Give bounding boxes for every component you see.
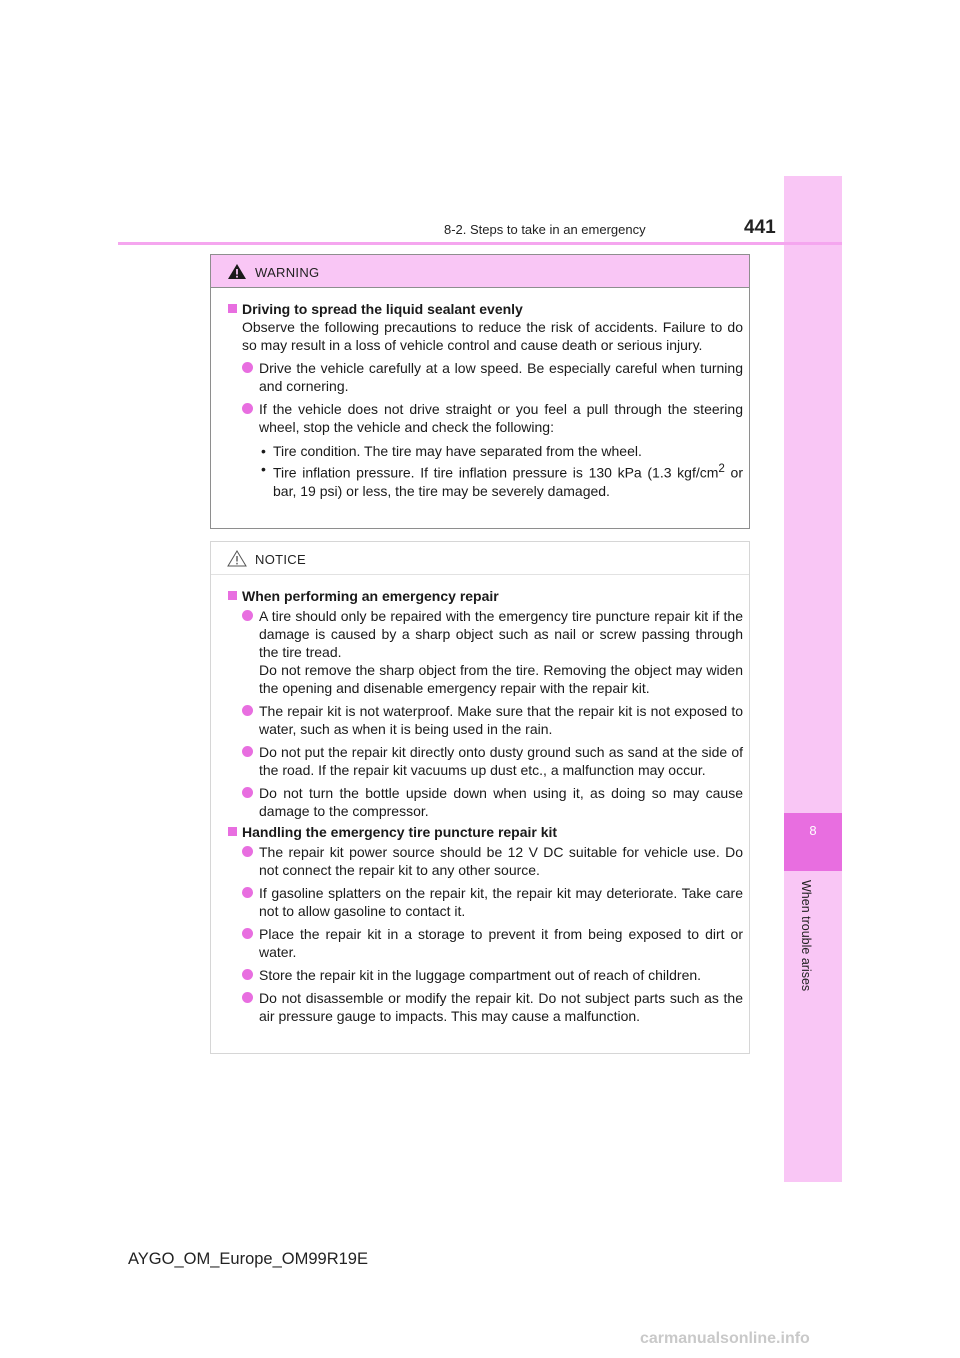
notice-bullet: Store the repair kit in the luggage compartment out of reach of children. (228, 966, 743, 984)
warning-box (210, 254, 750, 529)
square-bullet-icon (228, 591, 237, 600)
watermark: carmanualsonline.info (640, 1330, 810, 1347)
circle-bullet-icon (242, 746, 253, 757)
notice-bullet: If gasoline splatters on the repair kit, the repair kit may deteriorate. Take care not to allow gasoline to contact it. (228, 884, 743, 920)
notice-title: NOTICE (255, 552, 306, 567)
circle-bullet-icon (242, 362, 253, 373)
circle-bullet-icon (242, 610, 253, 621)
chapter-label: When trouble arises (799, 880, 813, 992)
notice-bullet: The repair kit is not waterproof. Make sure that the repair kit is not exposed to water, such as when it is being used in the rain. (228, 702, 743, 738)
header-rule (118, 242, 842, 245)
caution-icon (227, 550, 247, 567)
warning-header (211, 255, 749, 288)
square-bullet-icon (228, 304, 237, 313)
warning-sub-item: • Tire condition. The tire may have separated from the wheel. (261, 443, 642, 459)
circle-bullet-icon (242, 846, 253, 857)
notice-bullet: The repair kit power source should be 12 V DC suitable for vehicle use. Do not connect the repair kit to any other source. (228, 843, 743, 879)
chapter-number: 8 (809, 823, 817, 838)
chapter-number-box (784, 813, 842, 871)
square-bullet-icon (228, 827, 237, 836)
notice-bullet: Place the repair kit in a storage to prevent it from being exposed to dirt or water. (228, 925, 743, 961)
section-title: 8-2. Steps to take in an emergency (444, 222, 646, 237)
notice-header (211, 542, 749, 575)
circle-bullet-icon (242, 403, 253, 414)
circle-bullet-icon (242, 787, 253, 798)
warning-title: WARNING (255, 265, 320, 280)
notice-bullet-continued: Do not remove the sharp object from the tire. Removing the object may widen the opening and disenable emergency repair with the repair kit. (259, 662, 743, 696)
document-code: AYGO_OM_Europe_OM99R19E (128, 1250, 368, 1268)
notice-box (210, 541, 750, 1054)
warning-heading: Driving to spread the liquid sealant evenly (228, 300, 743, 318)
warning-icon (227, 263, 247, 280)
circle-bullet-icon (242, 705, 253, 716)
warning-bullet: Drive the vehicle carefully at a low speed. Be especially careful when turning and cornering. (228, 359, 743, 395)
notice-heading: When performing an emergency repair (228, 587, 743, 605)
circle-bullet-icon (242, 928, 253, 939)
side-chapter-tab (784, 176, 842, 1182)
page-number: 441 (744, 217, 776, 238)
notice-bullet: Do not put the repair kit directly onto dusty ground such as sand at the side of the road. If the repair kit vacuums up dust etc., a malfunction may occur. (228, 743, 743, 779)
warning-intro: Observe the following precautions to reduce the risk of accidents. Failure to do so may result in a loss of vehicle control and cause death or serious injury. (242, 319, 743, 353)
circle-bullet-icon (242, 887, 253, 898)
notice-bullet: Do not turn the bottle upside down when using it, as doing so may cause damage to the compressor. (228, 784, 743, 820)
circle-bullet-icon (242, 969, 253, 980)
notice-bullet: A tire should only be repaired with the emergency tire puncture repair kit if the damage is caused by a sharp object such as nail or screw passing through the tire tread. (228, 607, 743, 661)
notice-heading: Handling the emergency tire puncture repair kit (228, 823, 743, 841)
notice-bullet: Do not disassemble or modify the repair kit. Do not subject parts such as the air pressure gauge to impacts. This may cause a malfunction. (228, 989, 743, 1025)
warning-bullet: If the vehicle does not drive straight or you feel a pull through the steering wheel, stop the vehicle and check the following: (228, 400, 743, 436)
warning-sub-item: • Tire inflation pressure. If tire inflation pressure is 130 kPa (1.3 kgf/$cm^2$ or bar, 19 psi) or less, the tire may be severely damaged. (261, 461, 744, 499)
circle-bullet-icon (242, 992, 253, 1003)
